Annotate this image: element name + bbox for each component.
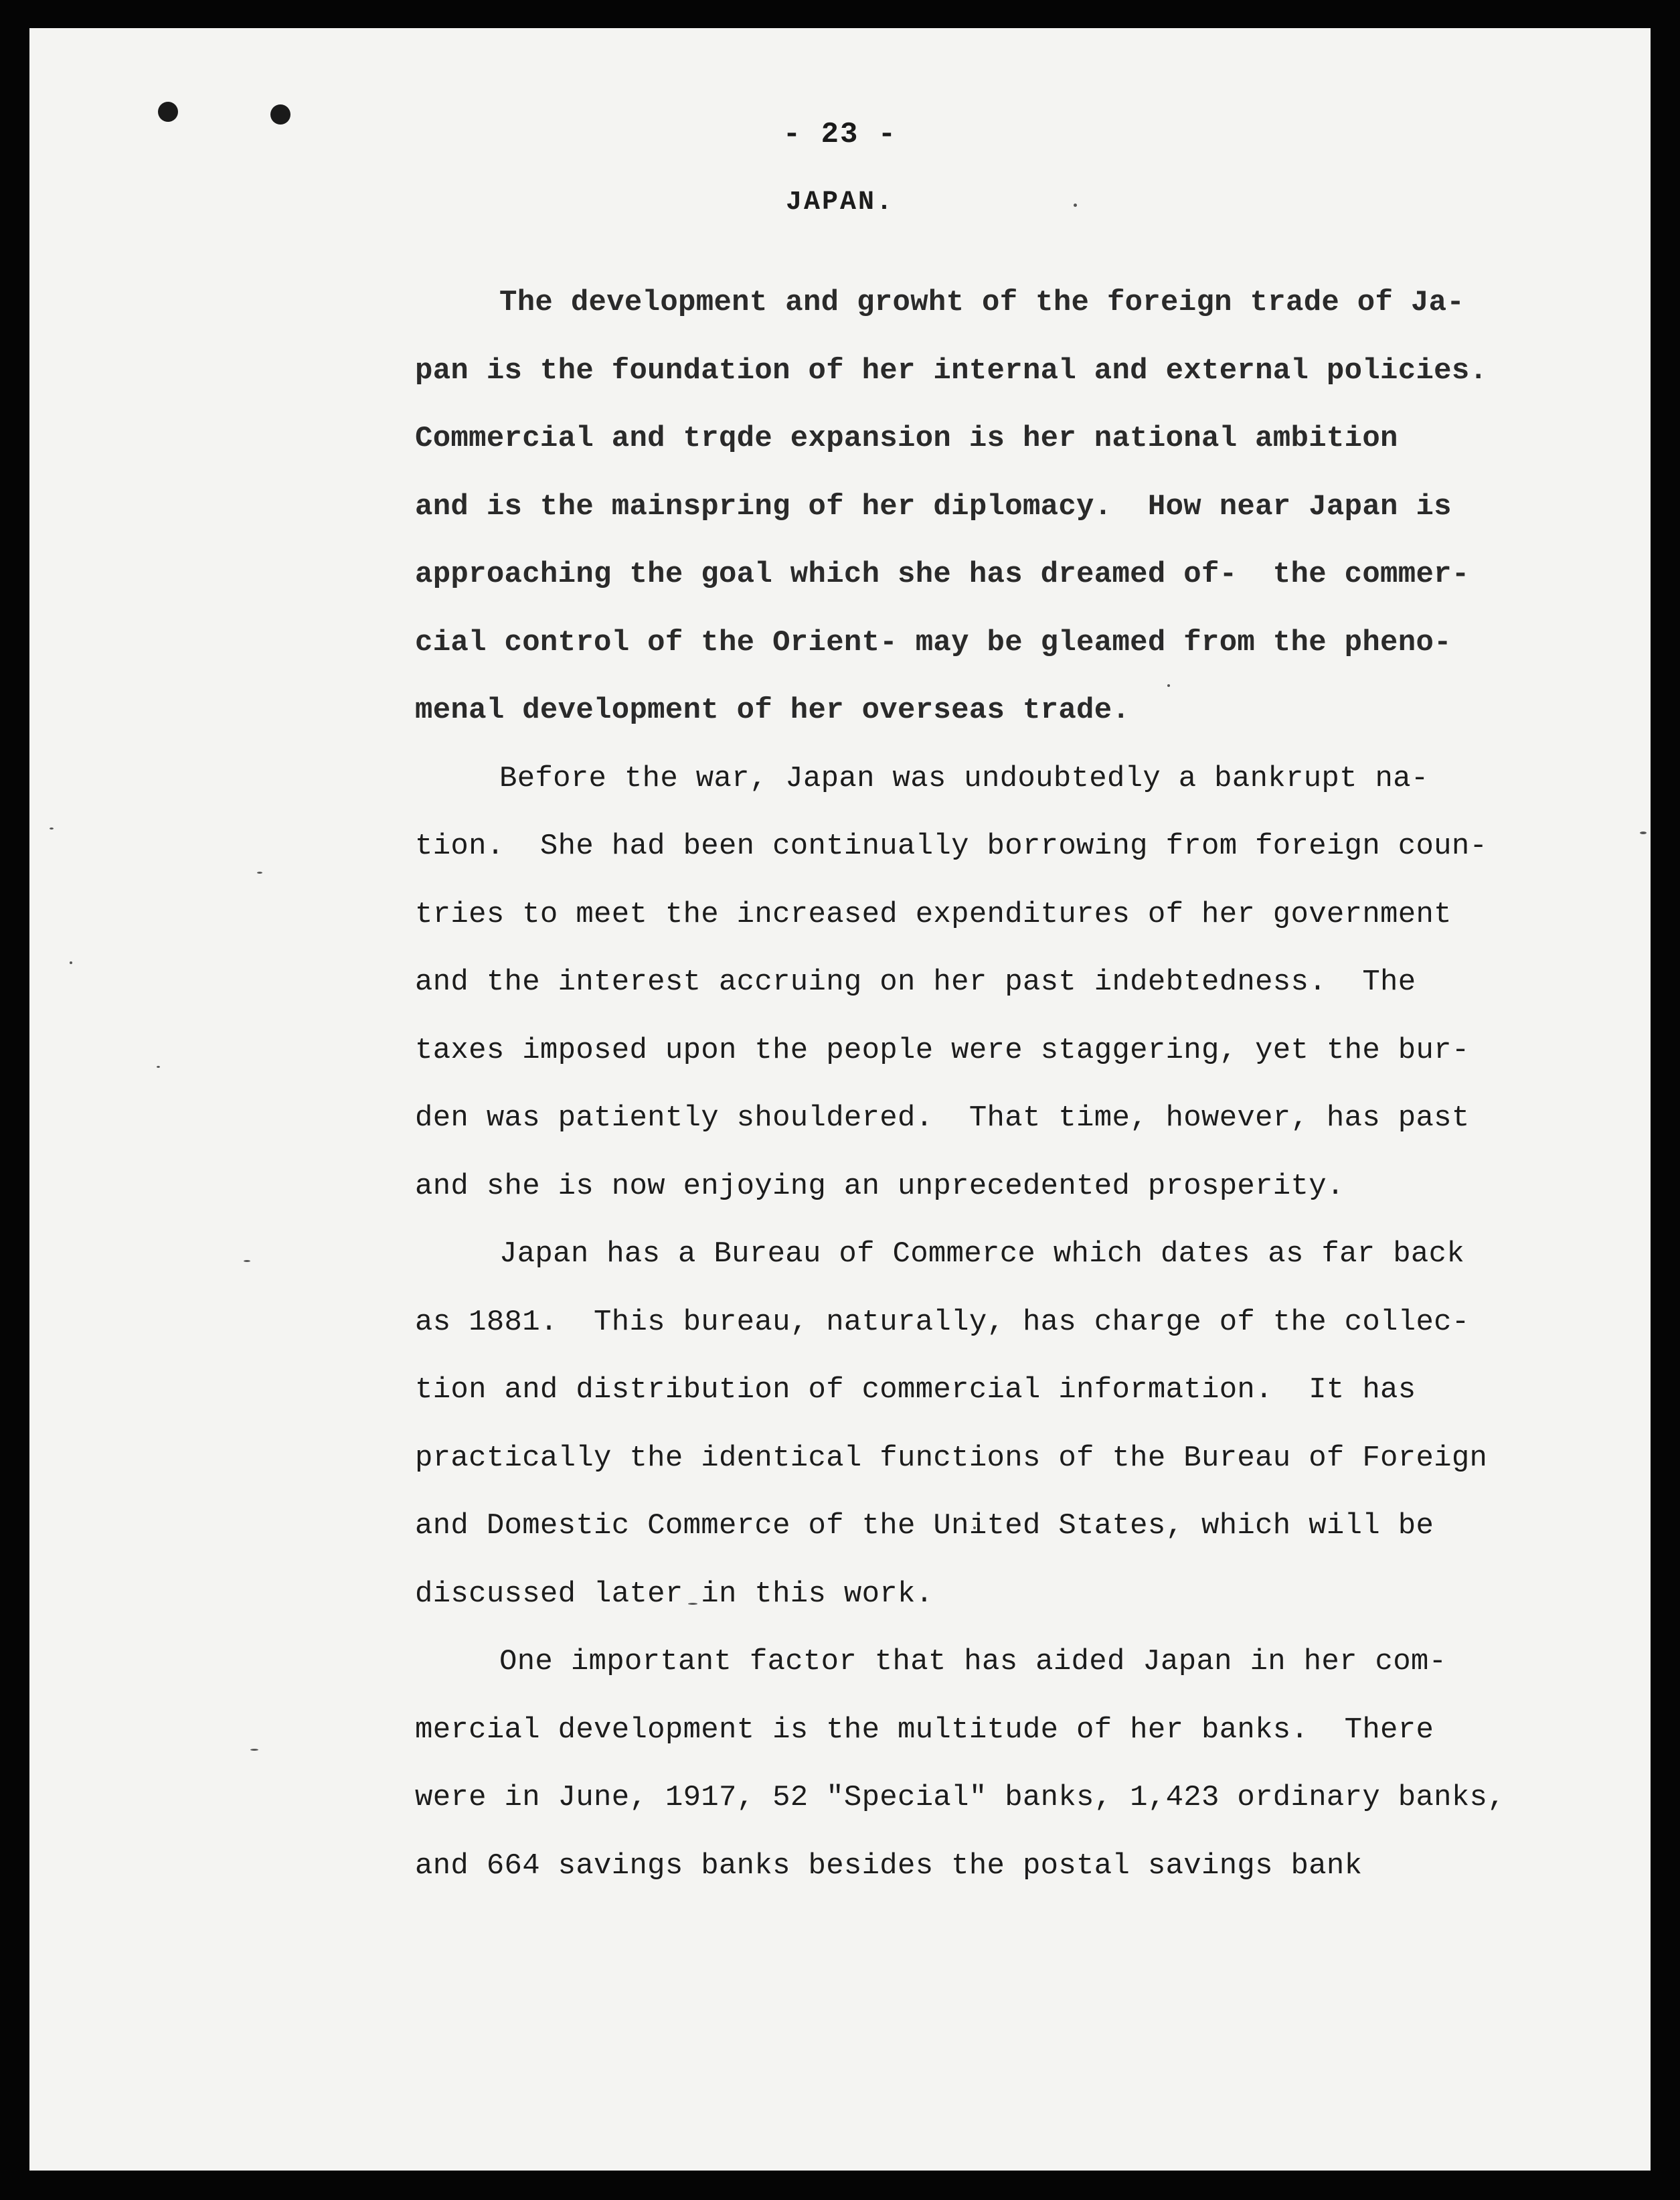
text-line: and is the mainspring of her diplomacy. How near Japan is — [415, 489, 1452, 524]
text-line: taxes imposed upon the people were staggering, yet the bur- — [415, 1033, 1470, 1067]
text-line: mercial development is the multitude of her banks. There — [415, 1713, 1434, 1747]
text-line: discussed later in this work. — [415, 1577, 934, 1611]
ink-speck — [50, 828, 54, 830]
text-line: approaching the goal which she has dreamed of- the commer- — [415, 558, 1470, 591]
text-line: and the interest accruing on her past indebtedness. The — [415, 965, 1416, 999]
page-number: - 23 - — [782, 118, 898, 151]
text-line: cial control of the Orient- may be gleamed from the pheno- — [415, 625, 1452, 659]
text-line: were in June, 1917, 52 "Special" banks, 1,423 ordinary banks, — [415, 1781, 1505, 1814]
text-line: Japan has a Bureau of Commerce which dates as far back — [499, 1237, 1465, 1271]
ink-speck — [250, 1749, 258, 1751]
text-line: tion. She had been continually borrowing from foreign coun- — [415, 830, 1488, 863]
ink-speck — [70, 961, 72, 964]
text-line: Commercial and trqde expansion is her national ambition — [415, 422, 1398, 455]
ink-speck — [1640, 832, 1647, 834]
text-line: The development and growht of the foreign trade of Ja- — [499, 286, 1465, 319]
page-heading: JAPAN. — [785, 187, 895, 218]
text-line: tries to meet the increased expenditures of her government — [415, 897, 1452, 931]
ink-speck — [157, 1066, 160, 1068]
text-line: and 664 savings banks besides the postal savings bank — [415, 1849, 1363, 1883]
text-line: One important factor that has aided Japan in her com- — [499, 1645, 1447, 1678]
text-line: tion and distribution of commercial information. It has — [415, 1373, 1416, 1407]
text-line: pan is the foundation of her internal and external policies. — [415, 353, 1488, 388]
text-line: practically the identical functions of the Bureau of Foreign — [415, 1441, 1488, 1475]
document-page — [29, 28, 1651, 2171]
text-line: den was patiently shouldered. That time, however, has past — [415, 1101, 1470, 1135]
text-line: Before the war, Japan was undoubtedly a bankrupt na- — [499, 761, 1429, 795]
body-text — [415, 269, 1593, 1900]
ink-speck — [244, 1260, 250, 1262]
text-line: as 1881. This bureau, naturally, has charge of the collec- — [415, 1305, 1470, 1339]
text-line: and she is now enjoying an unprecedented prosperity. — [415, 1169, 1345, 1203]
ink-speck — [257, 872, 262, 874]
text-line: and Domestic Commerce of the United States, which will be — [415, 1509, 1434, 1543]
text-line: menal development of her overseas trade. — [415, 694, 1130, 727]
